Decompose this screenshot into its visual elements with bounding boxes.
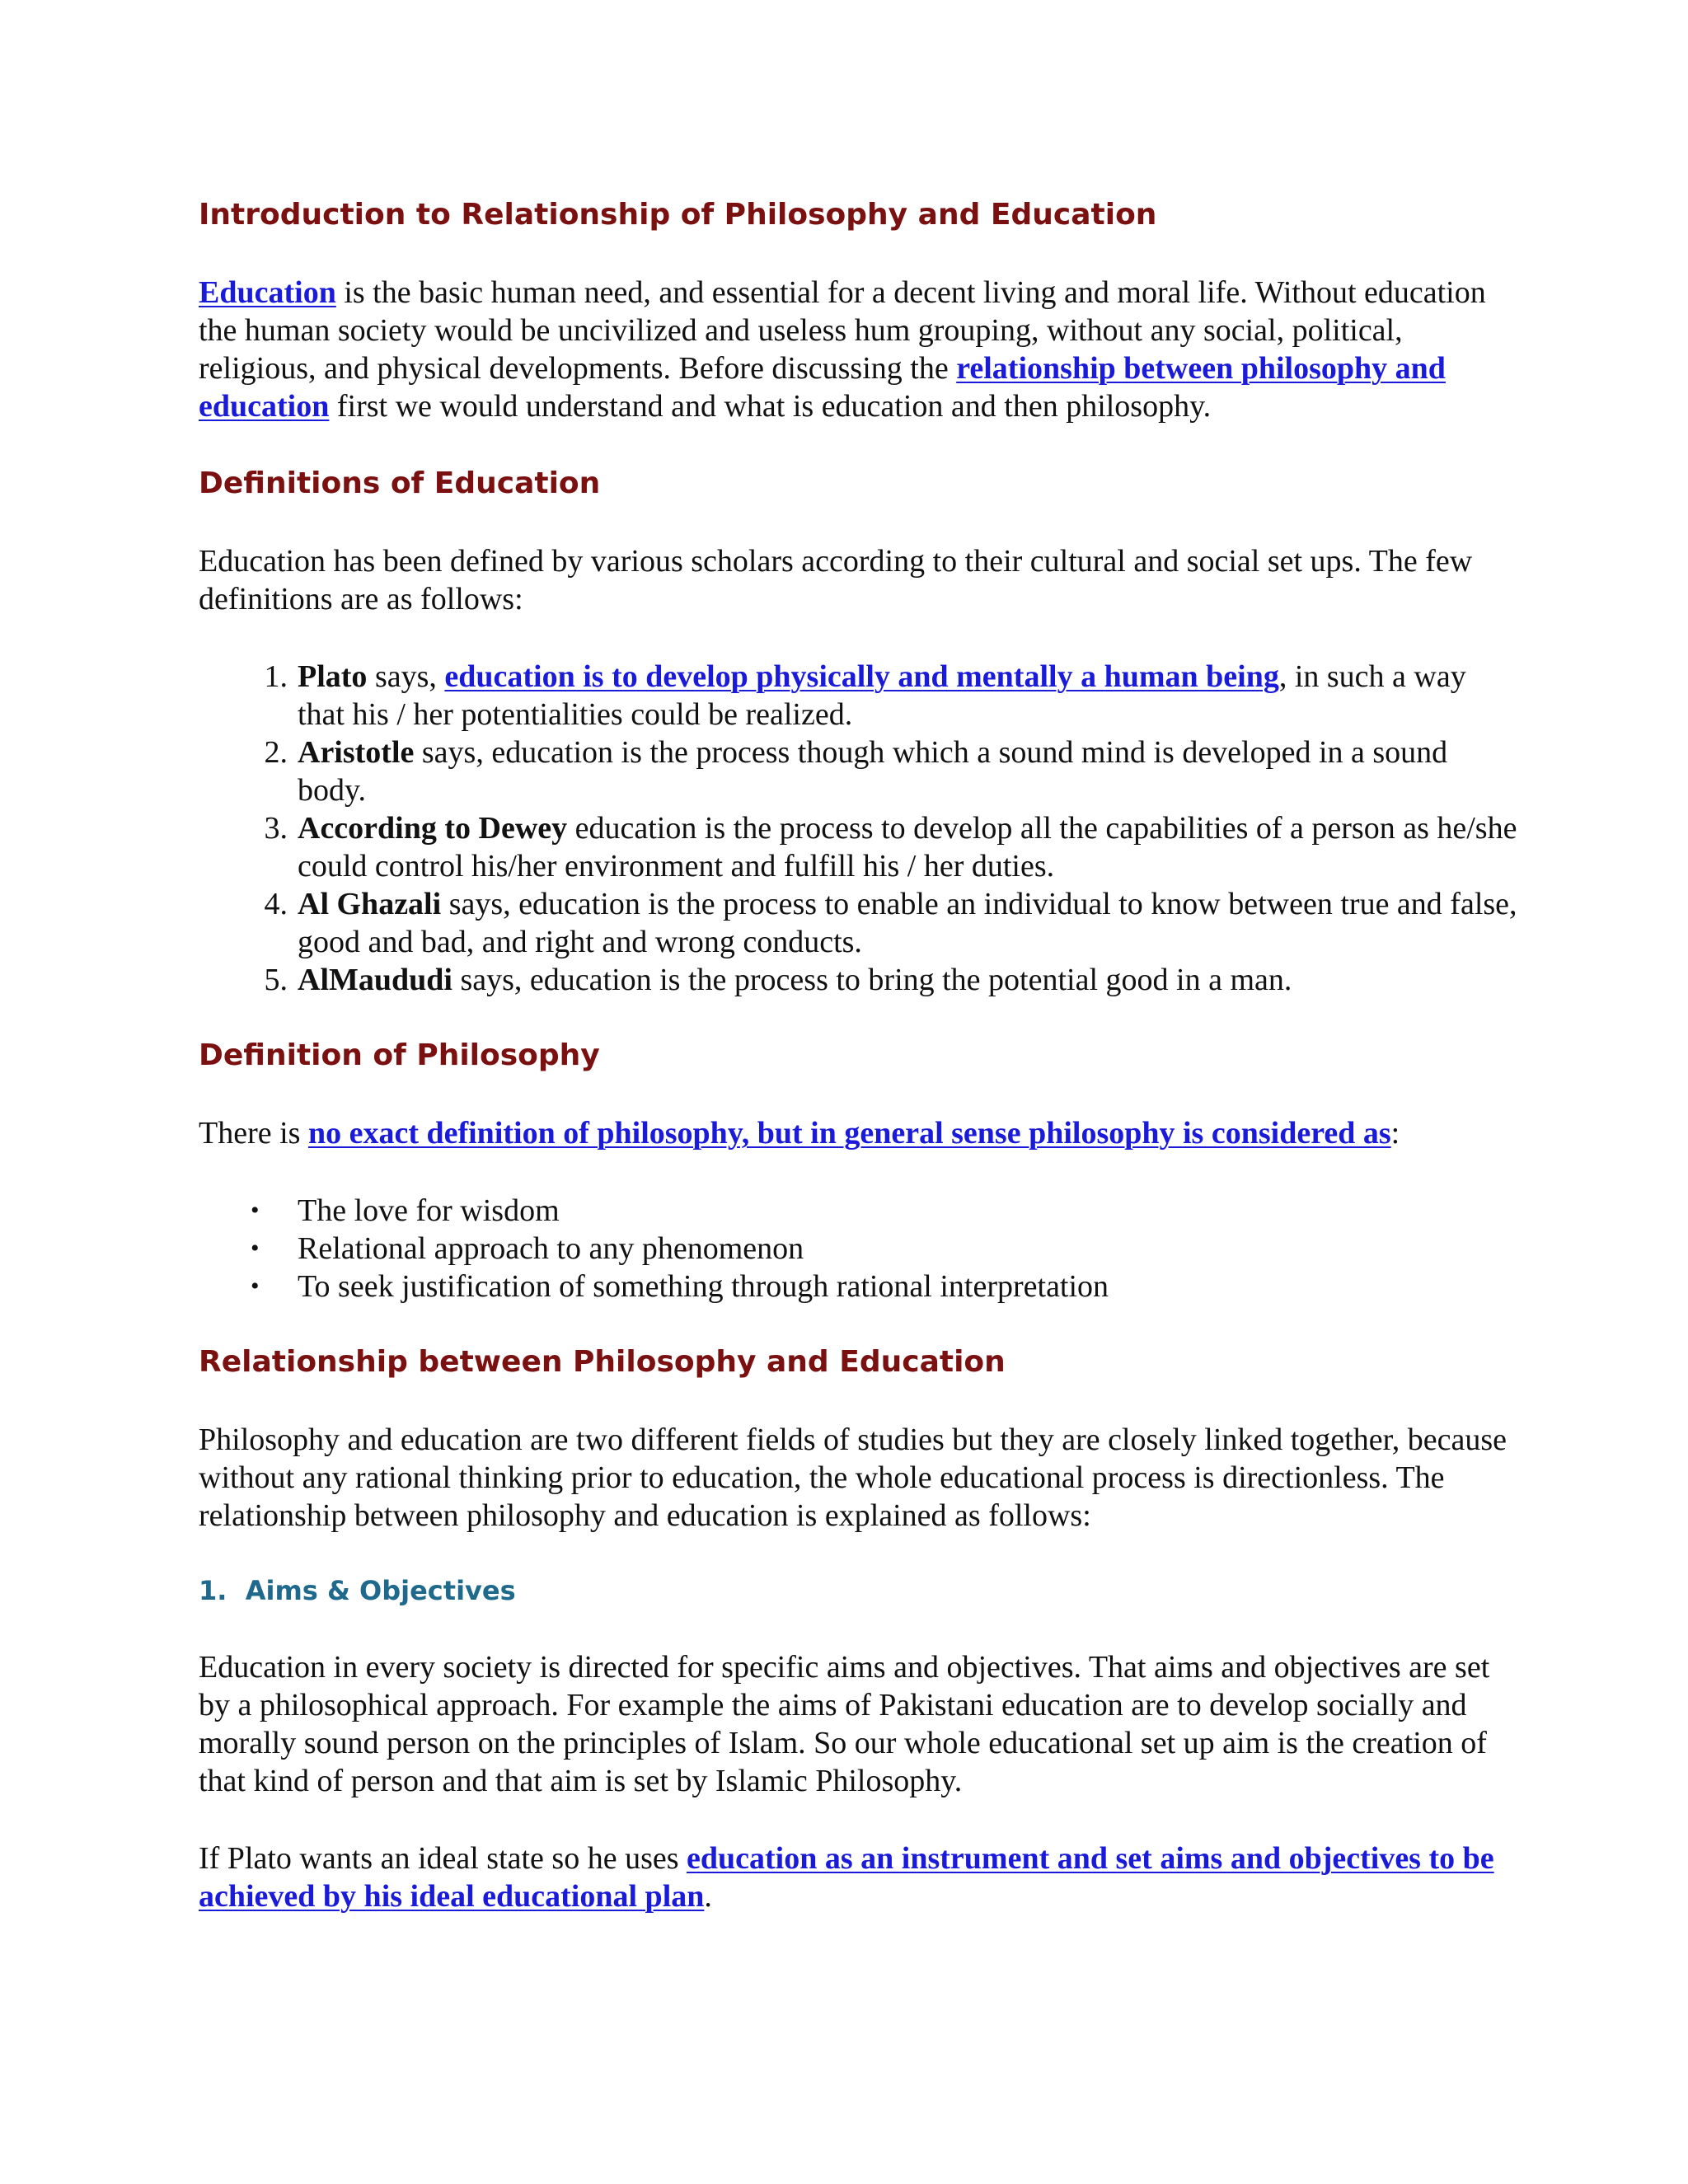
intro-text-1: is the basic human need, and essential for a decent living and moral life. Without education the human society would be uncivilized and useless hum grouping, without any social, political, religious, and physical developments. Before discussing the <box>199 275 1486 386</box>
definitions-list <box>199 658 1517 999</box>
plato-paragraph <box>199 1840 1517 1915</box>
bullet-icon: • <box>251 1272 260 1300</box>
philosophy-intro-text: There is <box>199 1116 308 1151</box>
scholar-name: Plato <box>298 659 368 694</box>
definition-text: education is the process to develop all the capabilities of a person as he/she could control his/her environment and fulfill his / her duties. <box>298 811 1517 883</box>
aims-objectives-heading: 1. Aims & Objectives <box>199 1575 516 1606</box>
education-link[interactable]: Education <box>199 275 336 310</box>
relationship-heading: Relationship between Philosophy and Education <box>199 1345 1006 1379</box>
list-item <box>199 658 1517 733</box>
bullet-icon: • <box>251 1235 260 1262</box>
list-item <box>199 1192 1517 1230</box>
bullet-icon: • <box>251 1197 260 1224</box>
scholar-name: Al Ghazali <box>298 887 442 921</box>
list-number: 2. <box>264 735 288 770</box>
relationship-intro: Philosophy and education are two different fields of studies but they are closely linked together, because without any rational thinking prior to education, the whole educational process is directionless. The relationship between philosophy and education is explained as follows: <box>199 1422 1507 1533</box>
list-item <box>199 809 1517 885</box>
list-number: 3. <box>264 811 288 846</box>
list-number: 5. <box>264 963 288 997</box>
philosophy-intro-colon: : <box>1390 1116 1400 1151</box>
list-number: 1. <box>264 659 288 694</box>
scholar-name: AlMaududi <box>298 963 452 997</box>
plato-definition-link[interactable]: education is to develop physically and mentally a human being <box>444 659 1279 694</box>
philosophy-intro <box>199 1114 1517 1152</box>
aims-paragraph: Education in every society is directed for specific aims and objectives. That aims and objectives are set by a philosophical approach. For example the aims of Pakistani education are to develop socially and morally sound person on the principles of Islam. So our whole educational set up aim is the creation of that kind of person and that aim is set by Islamic Philosophy. <box>199 1650 1490 1798</box>
plato-paragraph-end: . <box>704 1879 712 1914</box>
intro-paragraph <box>199 274 1517 425</box>
definition-text: says, <box>367 659 445 694</box>
definition-text: , in such a way that his / her potentialities could be realized. <box>298 659 1466 732</box>
list-item <box>199 885 1517 961</box>
list-item <box>199 1268 1517 1305</box>
scholar-name: According to Dewey <box>298 811 568 846</box>
definition-text: says, education is the process to bring the potential good in a man. <box>452 963 1292 997</box>
definitions-intro: Education has been defined by various scholars according to their cultural and social set ups. The few definitions are as follows: <box>199 544 1473 616</box>
philosophy-definition-link[interactable]: no exact definition of philosophy, but in general sense philosophy is considered as <box>307 1116 1391 1151</box>
list-item <box>199 1230 1517 1268</box>
list-item <box>199 733 1517 809</box>
philosophy-bullets <box>199 1192 1517 1305</box>
definition-text: says, education is the process to enable an individual to know between true and false, good and bad, and right and wrong conducts. <box>298 887 1517 959</box>
scholar-name: Aristotle <box>298 735 415 770</box>
list-number: 4. <box>264 887 288 921</box>
plato-paragraph-text: If Plato wants an ideal state so he uses <box>199 1841 687 1876</box>
bullet-text: Relational approach to any phenomenon <box>298 1231 804 1266</box>
relationship-link[interactable]: relationship between philosophy and education <box>199 351 1446 424</box>
bullet-text: To seek justification of something through rational interpretation <box>298 1269 1109 1304</box>
list-item <box>199 961 1517 999</box>
intro-text-2: first we would understand and what is education and then philosophy. <box>329 389 1212 424</box>
plato-instrument-link[interactable]: education as an instrument and set aims and objectives to be achieved by his ideal educational plan <box>199 1841 1494 1914</box>
document-page <box>199 196 1517 1915</box>
intro-heading: Introduction to Relationship of Philosophy and Education <box>199 198 1157 232</box>
definitions-education-heading: Definitions of Education <box>199 466 601 500</box>
definition-text: says, education is the process though which a sound mind is developed in a sound body. <box>298 735 1448 808</box>
bullet-text: The love for wisdom <box>298 1193 560 1228</box>
definition-philosophy-heading: Definition of Philosophy <box>199 1038 600 1072</box>
